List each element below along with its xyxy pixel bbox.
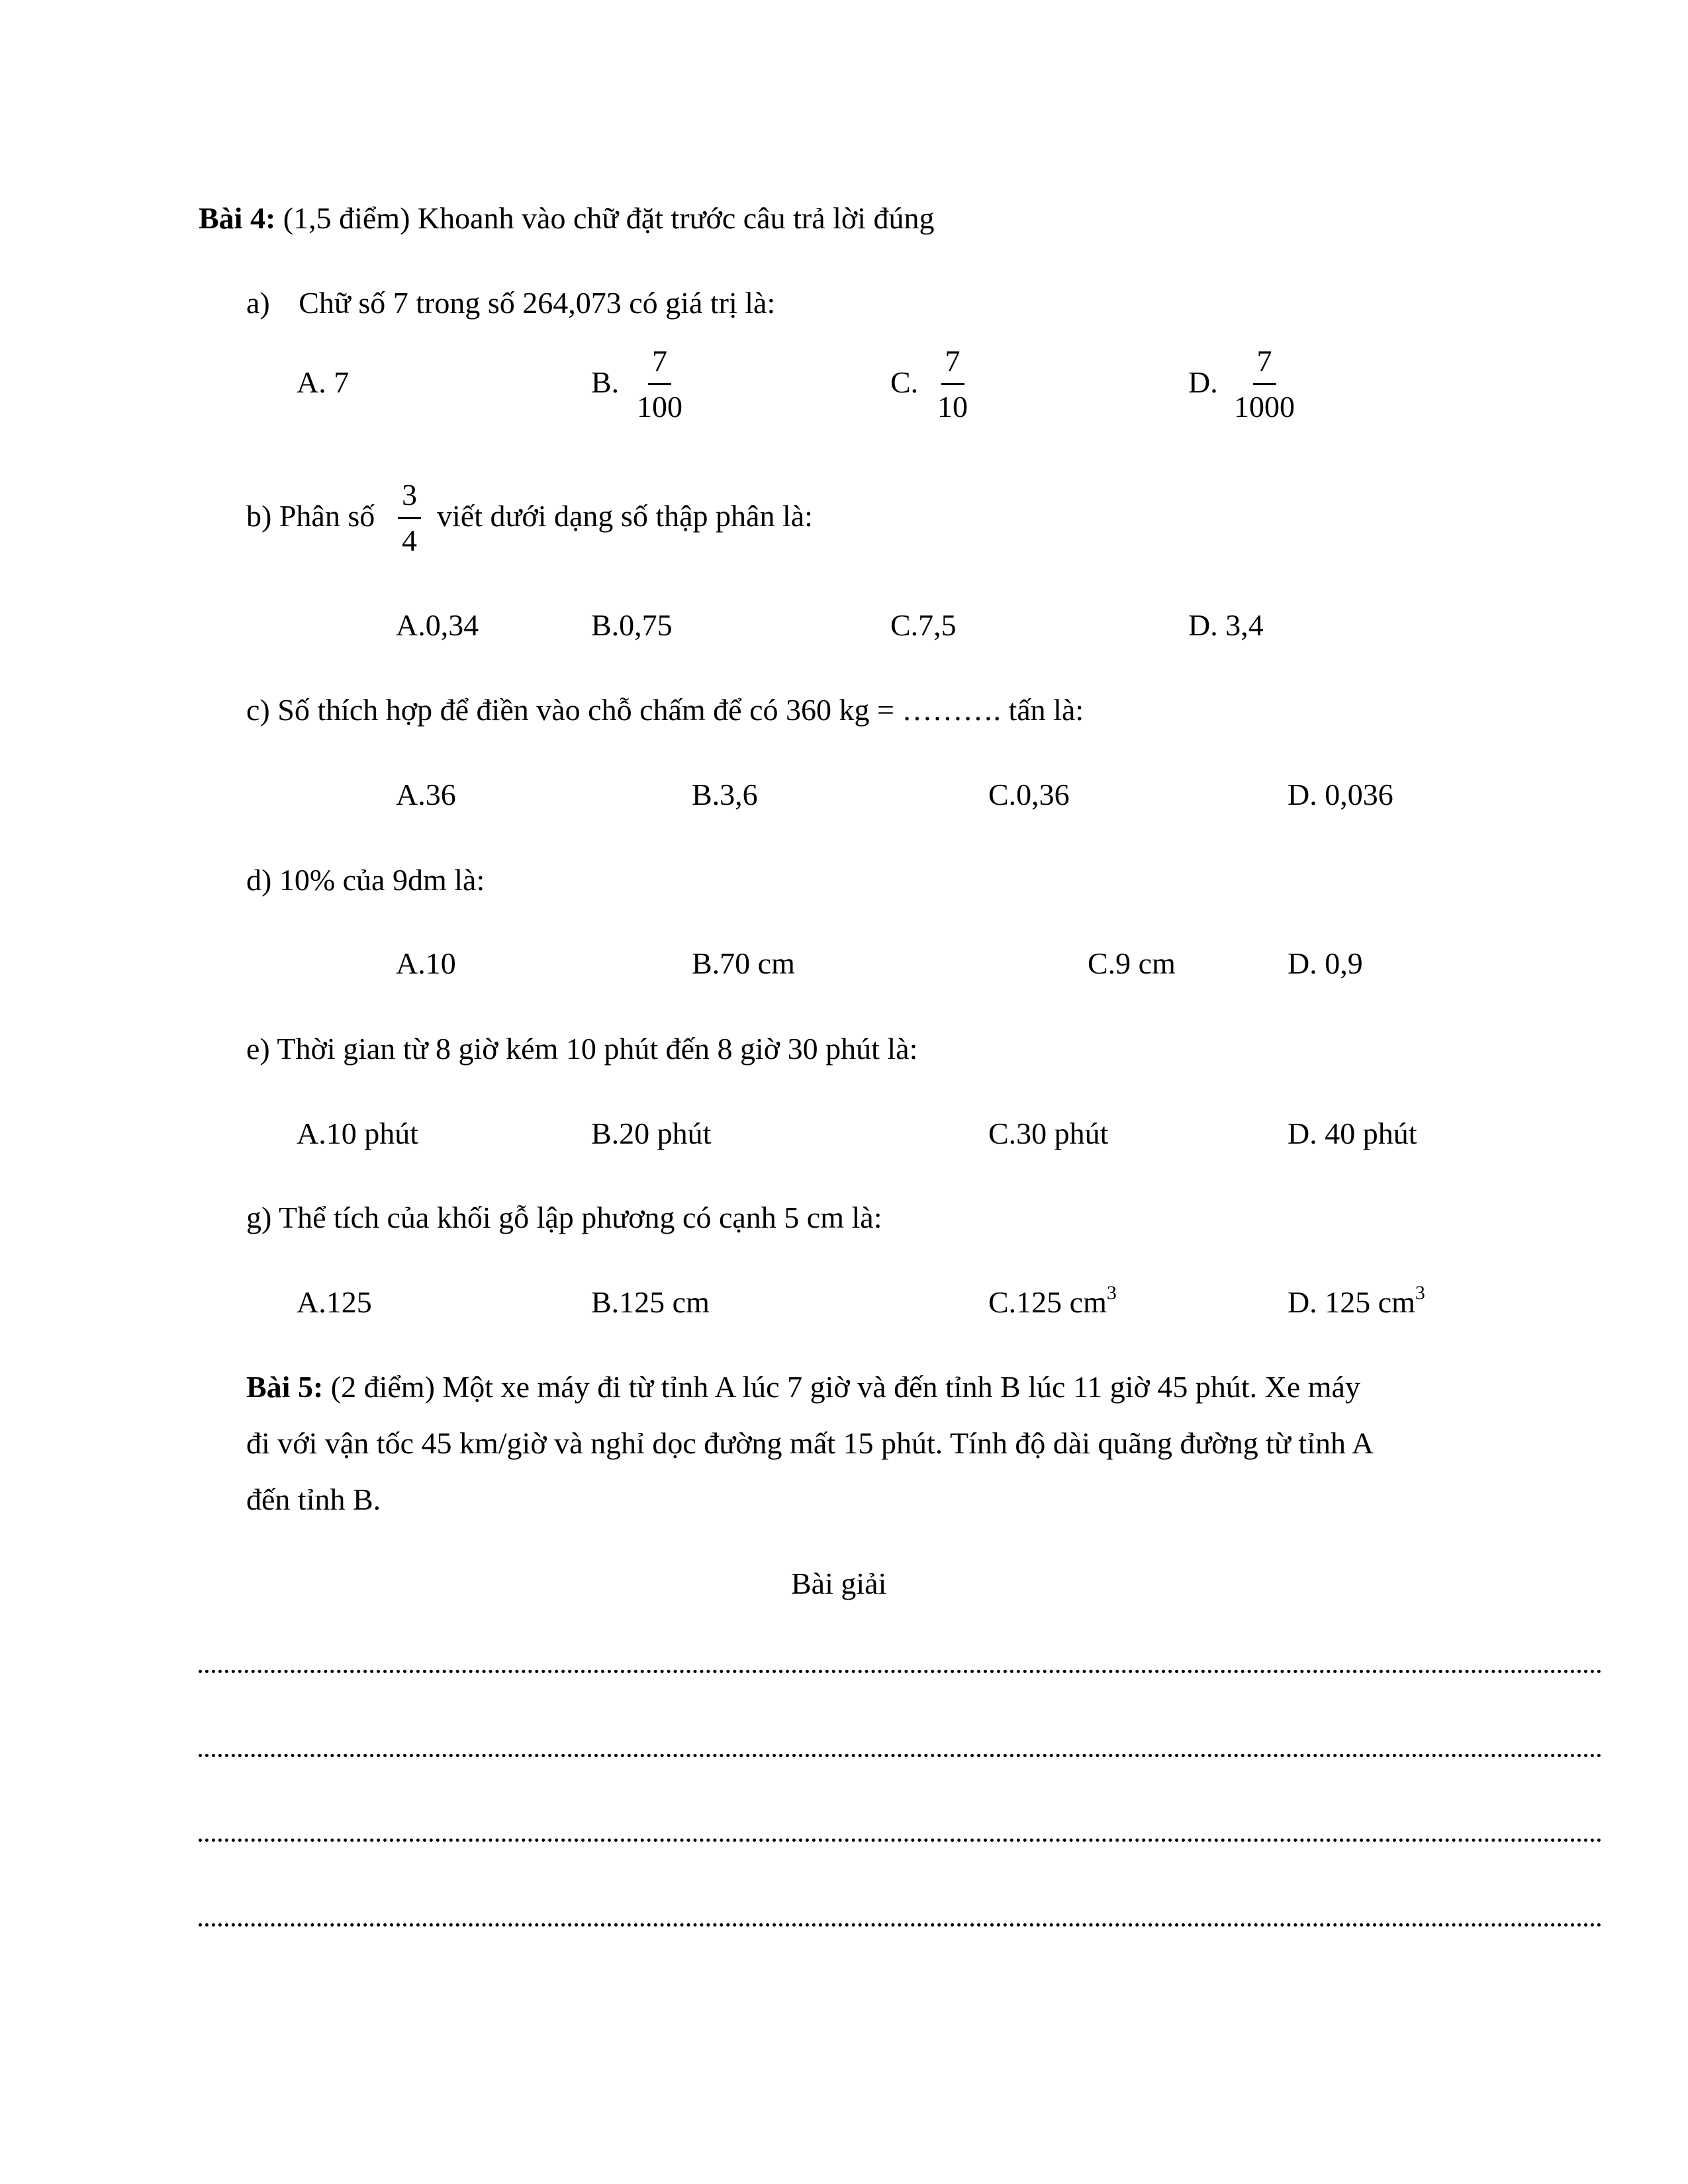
option-c-c[interactable]: C.0,36 [988,778,1070,811]
bai5-line3: đến tỉnh B. [246,1482,381,1516]
bai5-text-1: (2 điểm) Một xe máy đi từ tỉnh A lúc 7 giờ và đến tỉnh B lúc 11 giờ 45 phút. Xe máy [330,1370,1360,1404]
solution-heading: Bài giải [791,1567,887,1600]
option-d-c[interactable]: C.9 cm [1088,946,1176,980]
fraction-denominator: 1000 [1234,390,1295,424]
option-g-d[interactable] [1288,1282,1425,1319]
option-g-b[interactable]: B.125 cm [591,1285,710,1319]
option-e-c[interactable]: C.30 phút [988,1116,1109,1150]
fraction-denominator: 100 [637,390,682,424]
option-a-c-letter[interactable]: C. [890,365,919,399]
option-b-a[interactable]: A.0,34 [396,608,479,642]
exponent: 3 [1415,1282,1425,1304]
fraction-denominator: 10 [937,390,968,424]
option-e-b[interactable]: B.20 phút [591,1116,712,1150]
question-g-text: g) Thể tích của khối gỗ lập phương có cạnh 5 cm là: [246,1201,882,1234]
option-b-d[interactable]: D. 3,4 [1188,608,1264,642]
option-d-b[interactable]: B.70 cm [692,946,795,980]
option-b-c[interactable]: C.7,5 [890,608,957,642]
option-g-a[interactable]: A.125 [297,1285,372,1319]
option-e-d[interactable]: D. 40 phút [1288,1116,1417,1150]
fraction-numerator: 7 [941,346,964,385]
question-a-text: Chữ số 7 trong số 264,073 có giá trị là: [299,286,776,320]
bai4-heading [199,203,935,234]
option-a-a[interactable]: A. 7 [297,365,350,399]
bai5-line1 [246,1372,1360,1402]
option-a-c-fraction [933,346,972,422]
option-e-a[interactable]: A.10 phút [297,1116,418,1150]
question-b-before: b) Phân số [246,499,375,533]
option-g-c[interactable] [988,1282,1117,1319]
option-a-b-letter[interactable]: B. [591,365,620,399]
option-c-d[interactable]: D. 0,036 [1288,778,1393,811]
answer-line[interactable] [199,1839,1602,1842]
answer-line[interactable] [199,1754,1602,1757]
question-a-marker: a) [246,286,270,320]
option-c-b[interactable]: B.3,6 [692,778,758,811]
option-d-d[interactable]: D. 0,9 [1288,946,1363,980]
question-c-text: c) Số thích hợp để điền vào chỗ chấm để có 360 kg = ………. tấn là: [246,693,1084,727]
answer-line[interactable] [199,1670,1602,1673]
answer-line[interactable] [199,1923,1602,1927]
bai5-label: Bài 5: [246,1370,324,1404]
fraction-denominator: 4 [402,523,417,557]
bai4-instruction: (1,5 điểm) Khoanh vào chữ đặt trước câu trả lời đúng [283,201,935,235]
option-a-d-fraction [1230,346,1299,422]
question-b-fraction [398,480,421,556]
option-g-d-text: D. 125 cm [1288,1285,1415,1319]
option-g-c-text: C.125 cm [988,1285,1107,1319]
question-b-after: viết dưới dạng số thập phân là: [437,499,813,533]
bai5-line2: đi với vận tốc 45 km/giờ và nghỉ dọc đường mất 15 phút. Tính độ dài quãng đường từ tỉnh A [246,1426,1374,1460]
option-b-b[interactable]: B.0,75 [591,608,673,642]
option-d-a[interactable]: A.10 [396,946,456,980]
fraction-numerator: 7 [648,346,671,385]
option-a-d-letter[interactable]: D. [1188,365,1218,399]
option-c-a[interactable]: A.36 [396,778,456,811]
question-e-text: e) Thời gian từ 8 giờ kém 10 phút đến 8 giờ 30 phút là: [246,1032,918,1066]
exponent: 3 [1106,1282,1117,1304]
fraction-numerator: 3 [398,480,421,519]
option-a-b-fraction [633,346,686,422]
question-d-text: d) 10% của 9dm là: [246,863,485,897]
bai4-label: Bài 4: [199,201,276,235]
fraction-numerator: 7 [1253,346,1276,385]
question-a [246,288,775,318]
